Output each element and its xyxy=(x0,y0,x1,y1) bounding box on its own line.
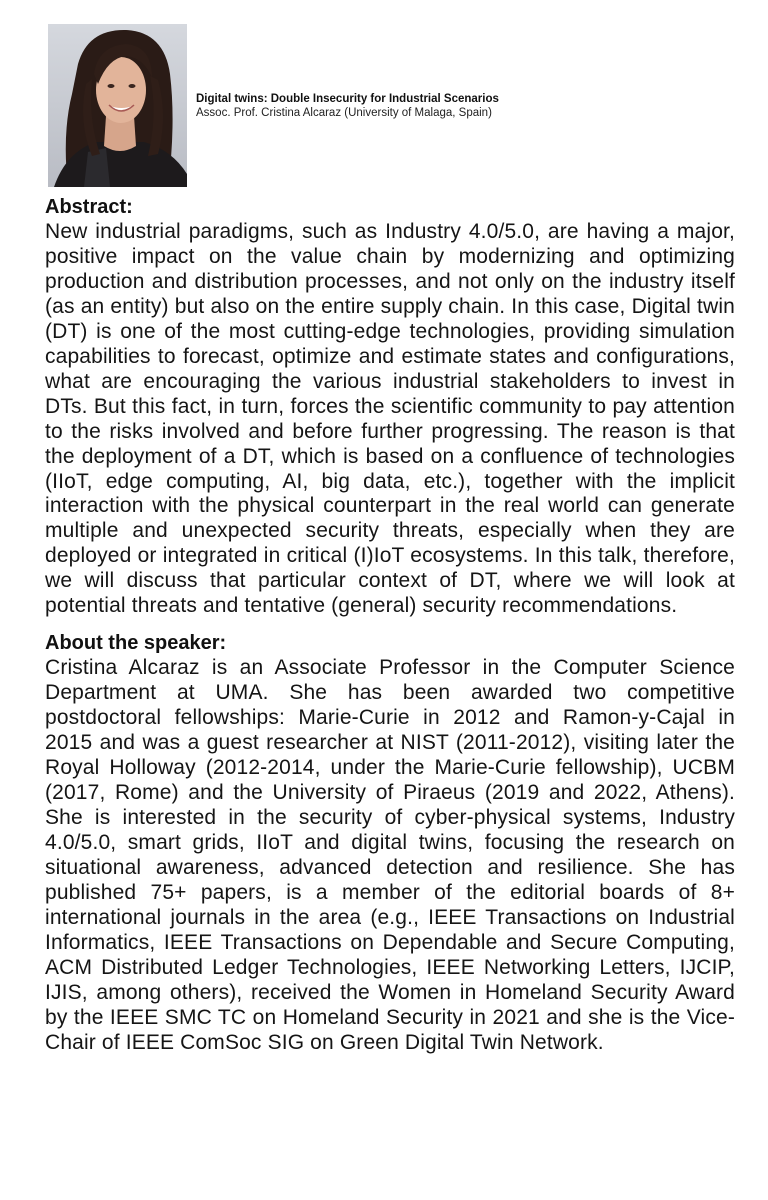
talk-description xyxy=(45,195,735,1056)
speaker-portrait-image xyxy=(48,24,187,187)
about-speaker-heading: About the speaker: xyxy=(45,632,227,655)
about-speaker-text: Cristina Alcaraz is an Associate Professor in the Computer Science Department at UMA. She has been awarded two competitive postdoctoral fellowships: Marie-Curie in 2012 and Ramon-y-Cajal in 2015 and was a guest researcher at NIST (2011-2012), visiting later the Royal Holloway (2012-2014, under the Marie-Curie fellowship), UCBM (2017, Rome) and the University of Piraeus (2019 and 2022, Athens). She is interested in the security of cyber-physical systems, Industry 4.0/5.0, smart grids, IIoT and digital twins, focusing the research on situational awareness, advanced detection and resilience. She has published 75+ papers, is a member of the editorial boards of 8+ international journals in the area (e.g., IEEE Transactions on Industrial Informatics, IEEE Transactions on Dependable and Secure Computing, ACM Distributed Ledger Technologies, IEEE Networking Letters, IJCIP, IJIS, among others), received the Women in Homeland Security Award by the IEEE SMC TC on Homeland Security in 2021 and she is the Vice-Chair of IEEE ComSoc SIG on Green Digital Twin Network. xyxy=(45,656,735,1054)
talk-info xyxy=(196,92,716,120)
talk-speaker: Assoc. Prof. Cristina Alcaraz (University of Malaga, Spain) xyxy=(196,107,492,119)
talk-title: Digital twins: Double Insecurity for Industrial Scenarios xyxy=(196,93,499,105)
abstract-text: New industrial paradigms, such as Industry 4.0/5.0, are having a major, positive impact on the value chain by modernizing and optimizing production and distribution processes, and not only on the industry itself (as an entity) but also on the entire supply chain. In this case, Digital twin (DT) is one of the most cutting-edge technologies, providing simulation capabilities to forecast, optimize and estimate states and configurations, what are encouraging the various industrial stakeholders to invest in DTs. But this fact, in turn, forces the scientific community to pay attention to the risks involved and before further progressing. The reason is that the deployment of a DT, which is based on a confluence of technologies (IIoT, edge computing, AI, big data, etc.), together with the implicit interaction with the physical counterpart in the real world can generate multiple and unexpected security threats, especially when they are deployed or integrated in critical (I)IoT ecosystems. In this talk, therefore, we will discuss that particular context of DT, where we will look at potential threats and tentative (general) security recommendations. xyxy=(45,220,735,618)
speaker-photo xyxy=(48,24,187,187)
abstract-heading: Abstract: xyxy=(45,196,133,218)
